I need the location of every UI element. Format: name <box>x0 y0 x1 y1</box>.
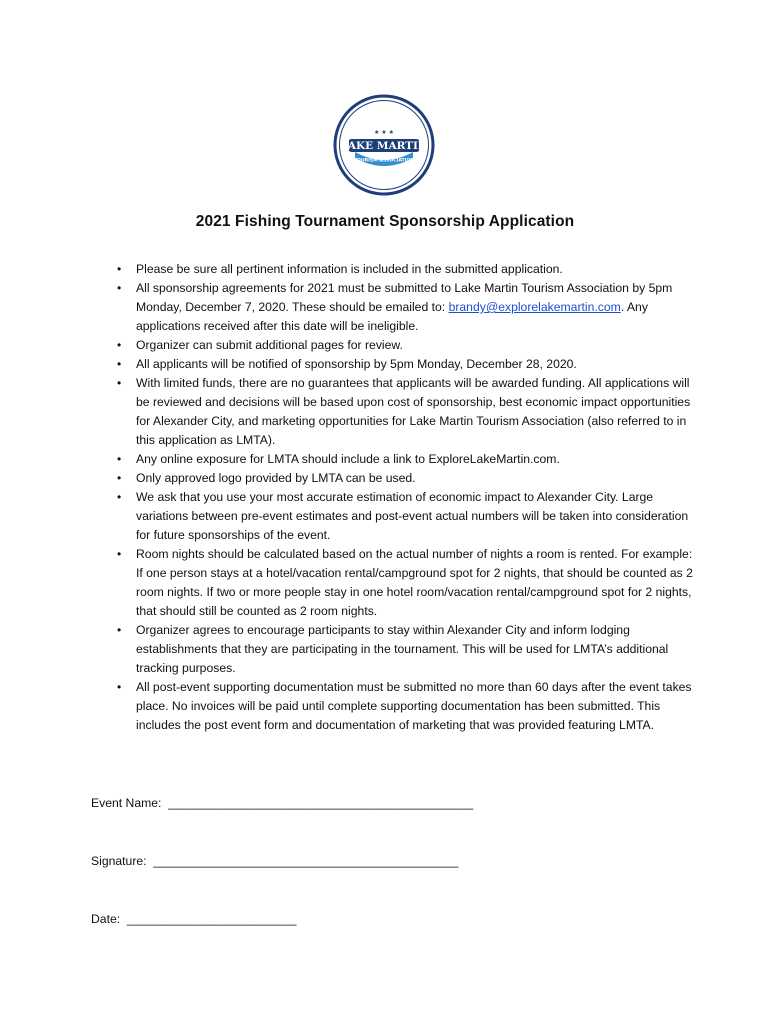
list-item: • All post-event supporting documentation must be submitted no more than 60 days after the event takes place. No invoices will be paid until complete supporting documentation has been submitted. This includes the post event form and documentation of marketing that was provided featuring LMTA. <box>136 678 696 735</box>
signature-line[interactable]: _____________________________________________ <box>153 854 459 868</box>
list-item: • Only approved logo provided by LMTA can be used. <box>136 469 696 488</box>
date-label: Date: <box>91 912 121 926</box>
list-item: • We ask that you use your most accurate estimation of economic impact to Alexander City. Large variations between pre-event estimates and post-event actual numbers will be taken into consideration for future sponsorships of the event. <box>136 488 696 545</box>
list-item: • Organizer agrees to encourage participants to stay within Alexander City and inform lodging establishments that they are participating in the tournament. This will be used for LMTA’s additional tracking purposes. <box>136 621 696 678</box>
list-item <box>136 279 696 336</box>
list-item: • Organizer can submit additional pages for review. <box>136 336 696 355</box>
logo-subtitle: TOURISM ASSOCIATION <box>353 158 415 164</box>
email-link[interactable]: brandy@explorelakemartin.com <box>448 300 621 314</box>
event-name-label: Event Name: <box>91 796 162 810</box>
list-item: • With limited funds, there are no guarantees that applicants will be awarded funding. All applications will be reviewed and decisions will be based upon cost of sponsorship, best economic impact opportunities for Alexander City, and marketing opportunities for Lake Martin Tourism Association (also referred to in this application as LMTA). <box>136 374 696 450</box>
date-field[interactable] <box>91 910 296 929</box>
page-title: 2021 Fishing Tournament Sponsorship Application <box>195 213 575 230</box>
date-line[interactable]: _________________________ <box>126 912 297 926</box>
list-item-text: All sponsorship agreements for 2021 must be submitted to Lake Martin Tourism Association by 5pm Monday, December 7, 2020. These should be emailed to: <box>136 281 673 314</box>
list-item: • Room nights should be calculated based on the actual number of nights a room is rented. For example: If one person stays at a hotel/vacation rental/campground spot for 2 nights, that should be counted as 2 room nights. If two or more people stay in one hotel room/vacation rental/campground spot for 2 nights, that should still be counted as 2 room nights. <box>136 545 696 621</box>
logo-stars: ★ ★ ★ <box>374 129 394 136</box>
instructions-list <box>136 260 696 735</box>
event-name-field[interactable] <box>91 794 473 813</box>
signature-label: Signature: <box>91 854 147 868</box>
list-item: • All applicants will be notified of sponsorship by 5pm Monday, December 28, 2020. <box>136 355 696 374</box>
lake-martin-logo <box>333 94 435 196</box>
signature-field[interactable] <box>91 852 458 871</box>
list-item: • Any online exposure for LMTA should include a link to ExploreLakeMartin.com. <box>136 450 696 469</box>
event-name-line[interactable]: _____________________________________________ <box>168 796 474 810</box>
logo-emblem <box>333 94 435 196</box>
list-item-text: . Any applications received after this date will be ineligible. <box>136 300 648 333</box>
logo-name: LAKE MARTIN <box>340 140 428 152</box>
list-item: • Please be sure all pertinent information is included in the submitted application. <box>136 260 696 279</box>
